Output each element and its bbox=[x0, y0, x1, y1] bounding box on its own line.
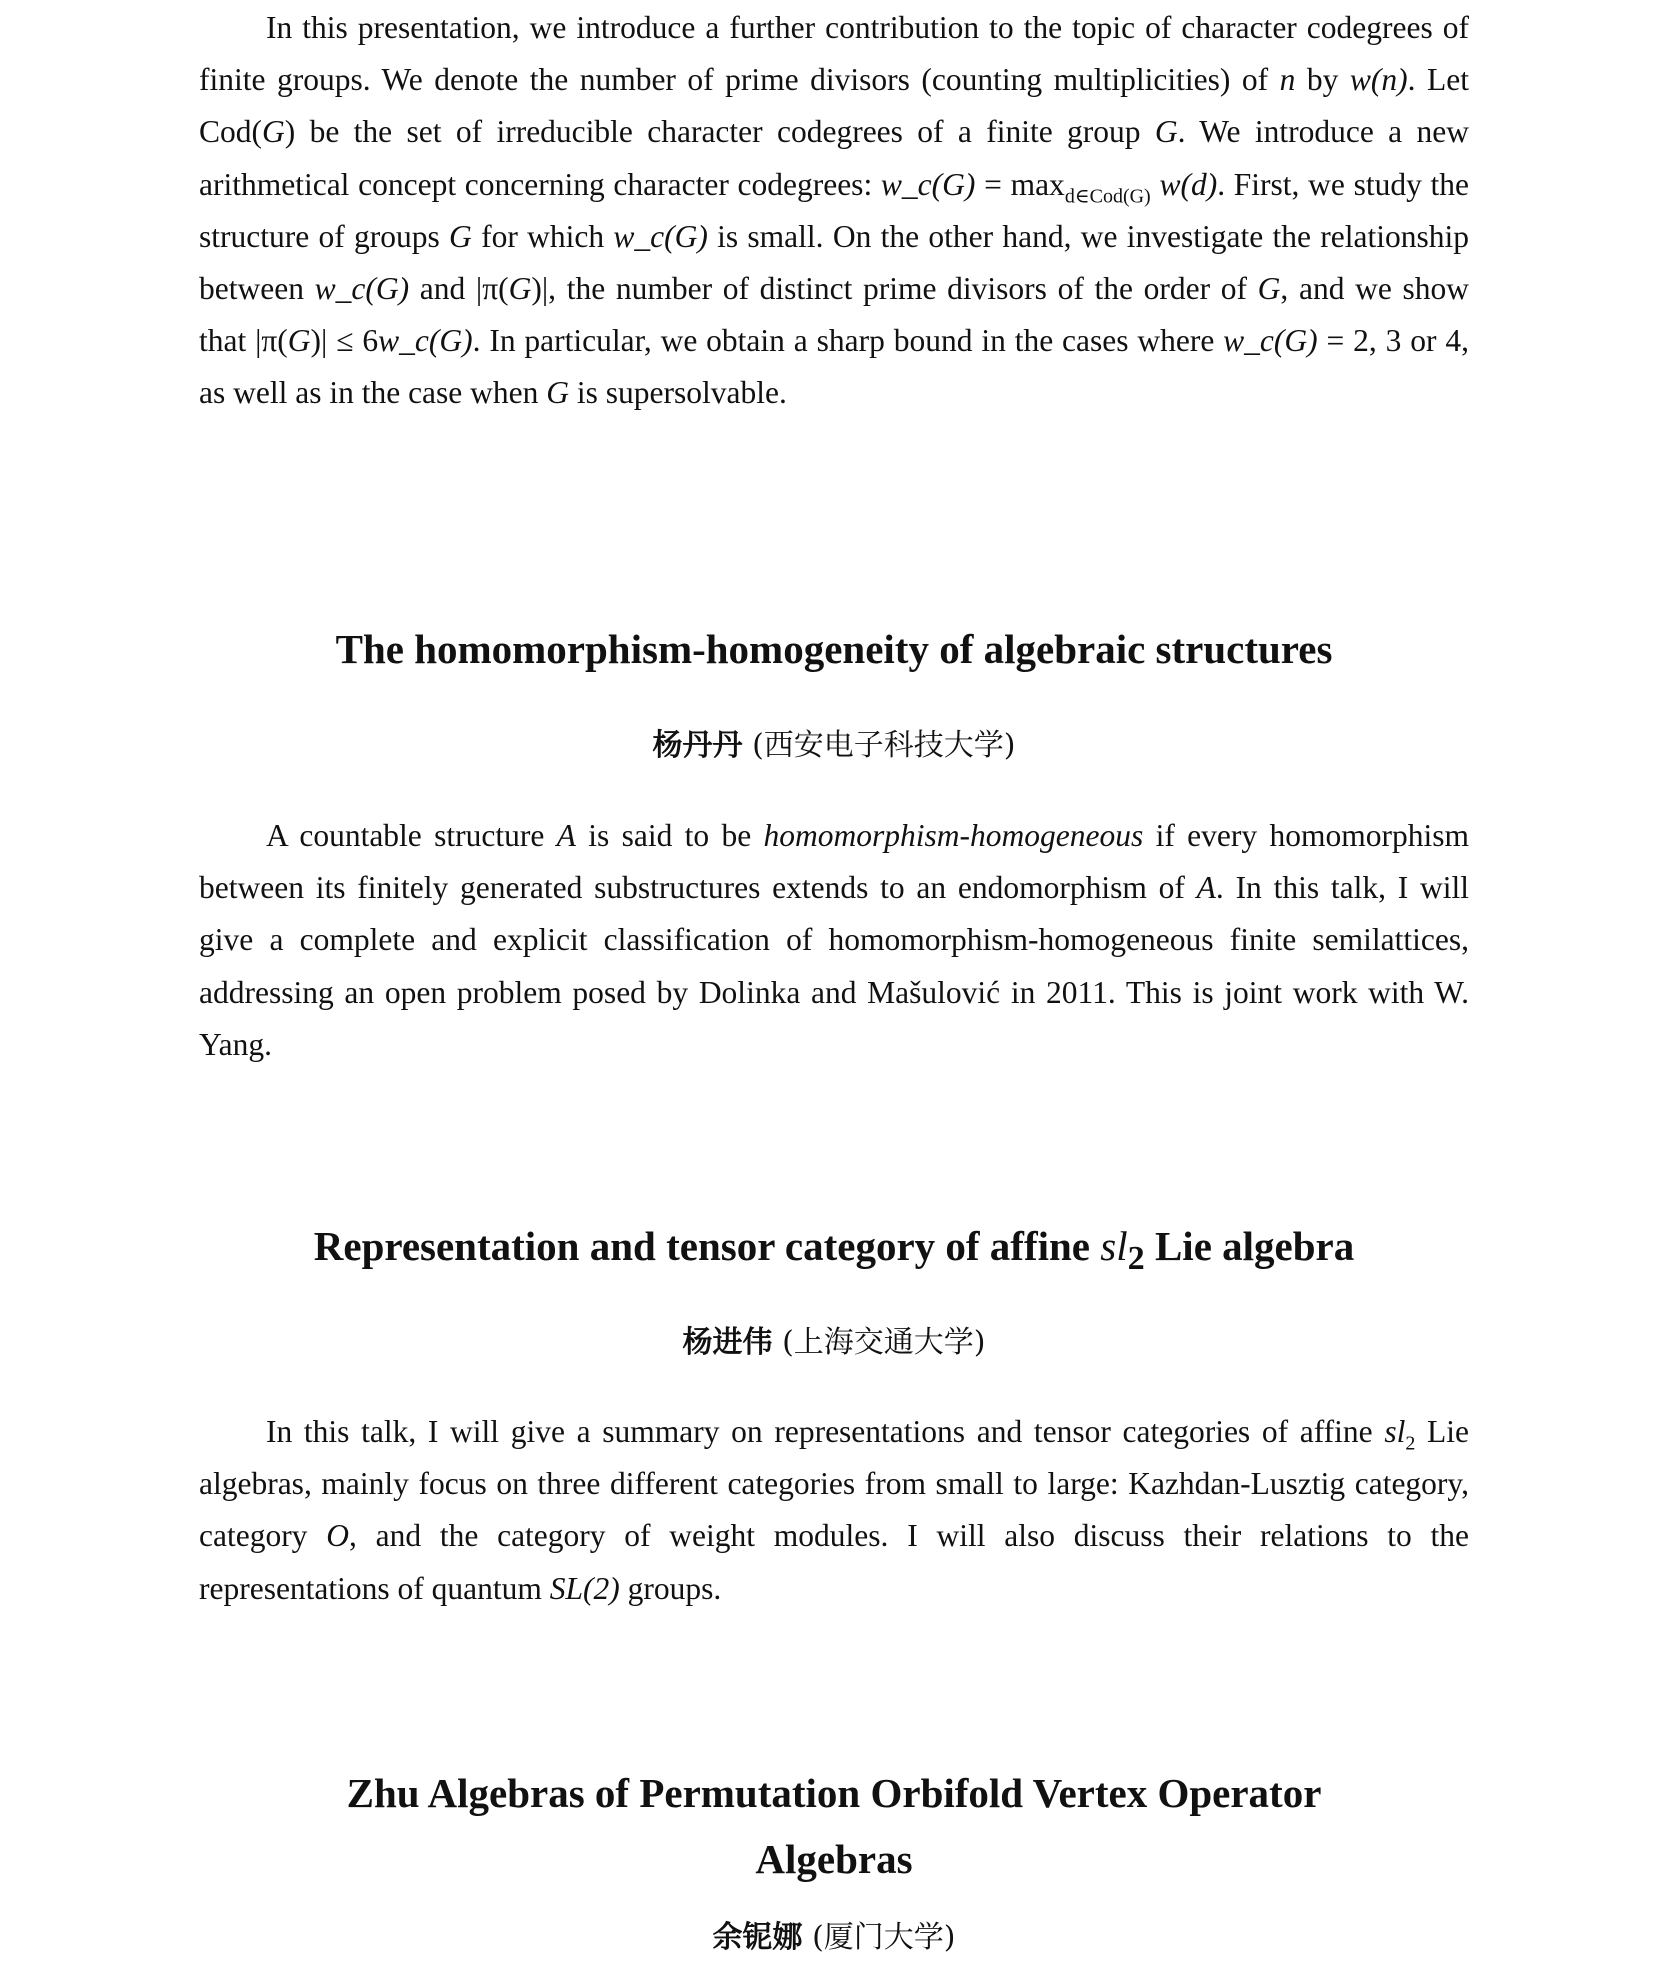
speaker-name: 余铌娜 bbox=[712, 1920, 803, 1955]
talk-title: The homomorphism-homogeneity of algebraic structures bbox=[335, 626, 1333, 672]
talk-title: Representation and tensor category of affine $sl_2$ Lie algebra bbox=[313, 1223, 1355, 1278]
speaker-name: 杨进伟 bbox=[682, 1325, 773, 1360]
speaker-affiliation: (厦门大学) bbox=[812, 1920, 956, 1955]
speaker-affiliation: (西安电子科技大学) bbox=[752, 728, 1016, 763]
abstract-paragraph: In this talk, I will give a summary on representations and tensor categories of affine $sl_2$ Lie algebras, mainly focus on three different categories from small to large: Kazhdan-Lusztig category, category O, and the category of weight modules. I will also discuss their relations to the representations of quantum SL(2) groups. bbox=[199, 1414, 1469, 1606]
speaker-line bbox=[199, 1323, 1469, 1363]
speaker-name: 杨丹丹 bbox=[652, 728, 743, 763]
speaker-line bbox=[199, 1918, 1469, 1958]
speaker-affiliation: (上海交通大学) bbox=[782, 1325, 986, 1360]
abstract-paragraph: A countable structure A is said to be homomorphism-homogeneous if every homomorphism between its finitely generated substructures extends to an endomorphism of A. In this talk, I will give a complete and explicit classification of homomorphism-homogeneous finite semilattices, addressing an open problem posed by Dolinka and Mašulović in 2011. This is joint work with W. Yang. bbox=[199, 818, 1469, 1062]
talk-title: Zhu Algebras of Permutation Orbifold Vertex Operator Algebras bbox=[346, 1770, 1322, 1882]
speaker-line bbox=[199, 726, 1469, 766]
abstract-paragraph: In this presentation, we introduce a further contribution to the topic of character codegrees of finite groups. We denote the number of prime divisors (counting multiplicities) of n by w(n). Let Cod(G) be the set of irreducible character codegrees of a finite group G. We introduce a new arithmetical concept concerning character codegrees: w_c(G) = $\max_{d\in Cod(G)} w(d)$. First, we study the structure of groups G for which w_c(G) is small. On the other hand, we investigate the relationship between w_c(G) and |π(G)|, the number of distinct prime divisors of the order of G, and we show that |π(G)| ≤ 6w_c(G). In particular, we obtain a sharp bound in the cases where w_c(G) = 2, 3 or 4, as well as in the case when G is supersolvable. bbox=[199, 10, 1470, 411]
